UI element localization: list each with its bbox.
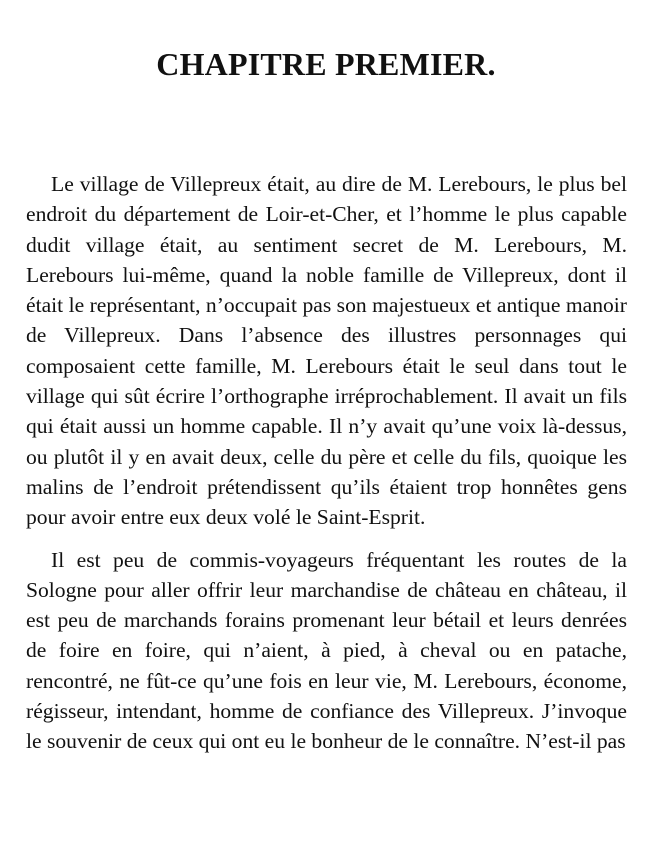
- paragraph: Il est peu de commis-voyageurs fréquentant les routes de la Sologne pour aller offrir leur marchandise de château en château, il est peu de marchands forains promenant leur bétail et leurs denrées de foire en foire, qui n’aient, à pied, à cheval ou en patache, rencontré, ne fût-ce qu’une fois en leur vie, M. Lerebours, économe, régisseur, intendant, homme de confiance des Villepreux. J’invoque le souvenir de ceux qui ont eu le bonheur de le connaître. N’est-il pas: [26, 547, 627, 754]
- paragraph: Le village de Villepreux était, au dire de M. Lerebours, le plus bel endroit du département de Loir-et-Cher, et l’homme le plus capable dudit village était, au sentiment secret de M. Lerebours, M. Lerebours lui-même, quand la noble famille de Villepreux, dont il était le représentant, n’occupait pas son majestueux et antique manoir de Villepreux. Dans l’absence des illustres personnages qui composaient cette famille, M. Lerebours était le seul dans tout le village qui sût écrire l’orthographe irréprochablement. Il avait un fils qui était aussi un homme capable. Il n’y avait qu’une voix là-dessus, ou plutôt il y en avait deux, celle du père et celle du fils, quoique les malins de l’endroit prétendissent qu’ils étaient trop honnêtes gens pour avoir entre eux deux volé le Saint-Esprit.: [26, 172, 627, 530]
- chapter-body: [26, 169, 627, 757]
- chapter-title: CHAPITRE PREMIER.: [156, 46, 496, 82]
